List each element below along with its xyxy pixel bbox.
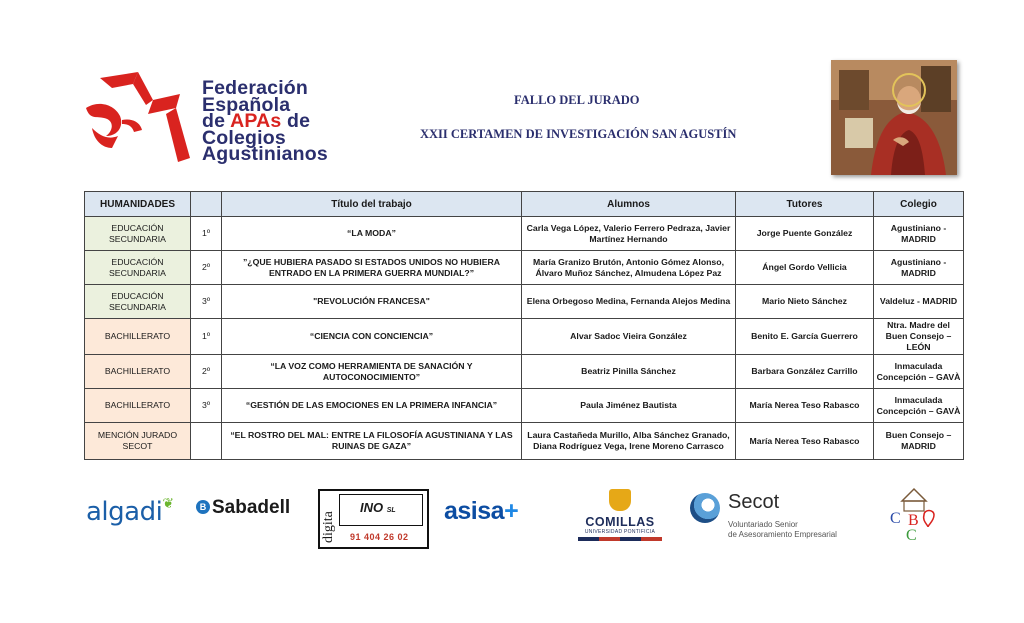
table-row xyxy=(85,389,964,423)
table-row xyxy=(85,319,964,355)
place-cell: 1º xyxy=(191,319,222,355)
category-cell: EDUCACIÓN SECUNDARIA xyxy=(85,251,191,285)
tutors-cell: Jorge Puente González xyxy=(736,217,874,251)
school-cell: Agustiniano - MADRID xyxy=(874,251,964,285)
table-row xyxy=(85,423,964,460)
document-title: FALLO DEL JURADO xyxy=(514,93,640,107)
students-cell: Beatriz Pinilla Sánchez xyxy=(522,355,736,389)
students-cell: Alvar Sadoc Vieira González xyxy=(522,319,736,355)
school-cell: Inmaculada Concepción – GAVÀ xyxy=(874,355,964,389)
students-cell: Carla Vega López, Valerio Ferrero Pedraza, Javier Martínez Hernando xyxy=(522,217,736,251)
crest-icon xyxy=(609,489,631,511)
category-cell: EDUCACIÓN SECUNDARIA xyxy=(85,285,191,319)
category-cell: BACHILLERATO xyxy=(85,355,191,389)
tutors-cell: María Nerea Teso Rabasco xyxy=(736,423,874,460)
place-cell: 3º xyxy=(191,389,222,423)
school-cell: Ntra. Madre del Buen Consejo – LEÓN xyxy=(874,319,964,355)
table-row xyxy=(85,355,964,389)
federation-logo xyxy=(78,70,378,165)
header-place xyxy=(191,192,222,217)
header-title: Título del trabajo xyxy=(222,192,522,217)
tutors-cell: María Nerea Teso Rabasco xyxy=(736,389,874,423)
category-cell: EDUCACIÓN SECUNDARIA xyxy=(85,217,191,251)
sabadell-logo: B Sabadell xyxy=(196,497,290,519)
title-cell: “LA MODA” xyxy=(222,217,522,251)
school-cell: Buen Consejo – MADRID xyxy=(874,423,964,460)
sponsors-bar: algadi❦ B Sabadell digita INO SL 91 404 26 02 asisa+ COMILLAS UNIVERSIDAD PONTIFICIA Secot Voluntariado Senior de Asesoramiento Empresarial C B C xyxy=(0,485,1024,545)
title-cell: “EL ROSTRO DEL MAL: ENTRE LA FILOSOFÍA AGUSTINIANA Y LAS RUINAS DE GAZA” xyxy=(222,423,522,460)
plus-icon: + xyxy=(504,497,519,525)
document-subtitle: XXII CERTAMEN DE INVESTIGACIÓN SAN AGUSTÍN xyxy=(420,127,737,141)
school-cell: Inmaculada Concepción – GAVÀ xyxy=(874,389,964,423)
tutors-cell: Barbara González Carrillo xyxy=(736,355,874,389)
table-row xyxy=(85,217,964,251)
digitaino-logo: digita INO SL 91 404 26 02 xyxy=(318,489,429,549)
students-cell: Paula Jiménez Bautista xyxy=(522,389,736,423)
header-students: Alumnos xyxy=(522,192,736,217)
tutors-cell: Benito E. García Guerrero xyxy=(736,319,874,355)
federation-name: Federación Española de APAs de Colegios Agustinianos xyxy=(202,77,328,165)
title-cell: "REVOLUCIÓN FRANCESA" xyxy=(222,285,522,319)
leaf-icon: ❦ xyxy=(162,496,174,512)
header-school: Colegio xyxy=(874,192,964,217)
algadi-logo: algadi❦ xyxy=(86,496,174,527)
school-cell: Valdeluz - MADRID xyxy=(874,285,964,319)
place-cell: 3º xyxy=(191,285,222,319)
table-header-row xyxy=(85,192,964,217)
category-cell: BACHILLERATO xyxy=(85,389,191,423)
title-cell: “GESTIÓN DE LAS EMOCIONES EN LA PRIMERA INFANCIA” xyxy=(222,389,522,423)
svg-text:B: B xyxy=(908,512,919,529)
title-cell: “LA VOZ COMO HERRAMIENTA DE SANACIÓN Y AUTOCONOCIMIENTO” xyxy=(222,355,522,389)
saint-augustine-painting xyxy=(831,60,957,175)
header-tutors: Tutores xyxy=(736,192,874,217)
school-cell: Agustiniano - MADRID xyxy=(874,217,964,251)
place-cell: 1º xyxy=(191,217,222,251)
table-row xyxy=(85,285,964,319)
sabadell-b-icon: B xyxy=(196,500,210,514)
title-cell: ”¿QUE HUBIERA PASADO SI ESTADOS UNIDOS NO HUBIERA ENTRADO EN LA PRIMERA GUERRA MUNDIAL?” xyxy=(222,251,522,285)
students-cell: Elena Orbegoso Medina, Fernanda Alejos Medina xyxy=(522,285,736,319)
students-cell: María Granizo Brutón, Antonio Gómez Alonso, Álvaro Muñoz Sánchez, Almudena López Paz xyxy=(522,251,736,285)
header-humanidades: HUMANIDADES xyxy=(85,192,191,217)
results-table xyxy=(84,191,964,460)
tutors-cell: Ángel Gordo Vellicia xyxy=(736,251,874,285)
comillas-logo: COMILLAS UNIVERSIDAD PONTIFICIA xyxy=(578,489,662,541)
place-cell: 2º xyxy=(191,251,222,285)
place-cell xyxy=(191,423,222,460)
buen-consejo-logo xyxy=(884,485,944,543)
svg-text:C: C xyxy=(906,527,917,543)
svg-text:C: C xyxy=(890,510,901,527)
asisa-logo: asisa+ xyxy=(444,497,519,525)
table-row xyxy=(85,251,964,285)
students-cell: Laura Castañeda Murillo, Alba Sánchez Granado, Diana Rodríguez Vega, Irene Moreno Carrasco xyxy=(522,423,736,460)
place-cell: 2º xyxy=(191,355,222,389)
title-cell: “CIENCIA CON CONCIENCIA” xyxy=(222,319,522,355)
category-cell: MENCIÓN JURADO SECOT xyxy=(85,423,191,460)
category-cell: BACHILLERATO xyxy=(85,319,191,355)
tutors-cell: Mario Nieto Sánchez xyxy=(736,285,874,319)
secot-circle-icon xyxy=(690,493,720,523)
federation-emblem-icon xyxy=(78,70,198,165)
